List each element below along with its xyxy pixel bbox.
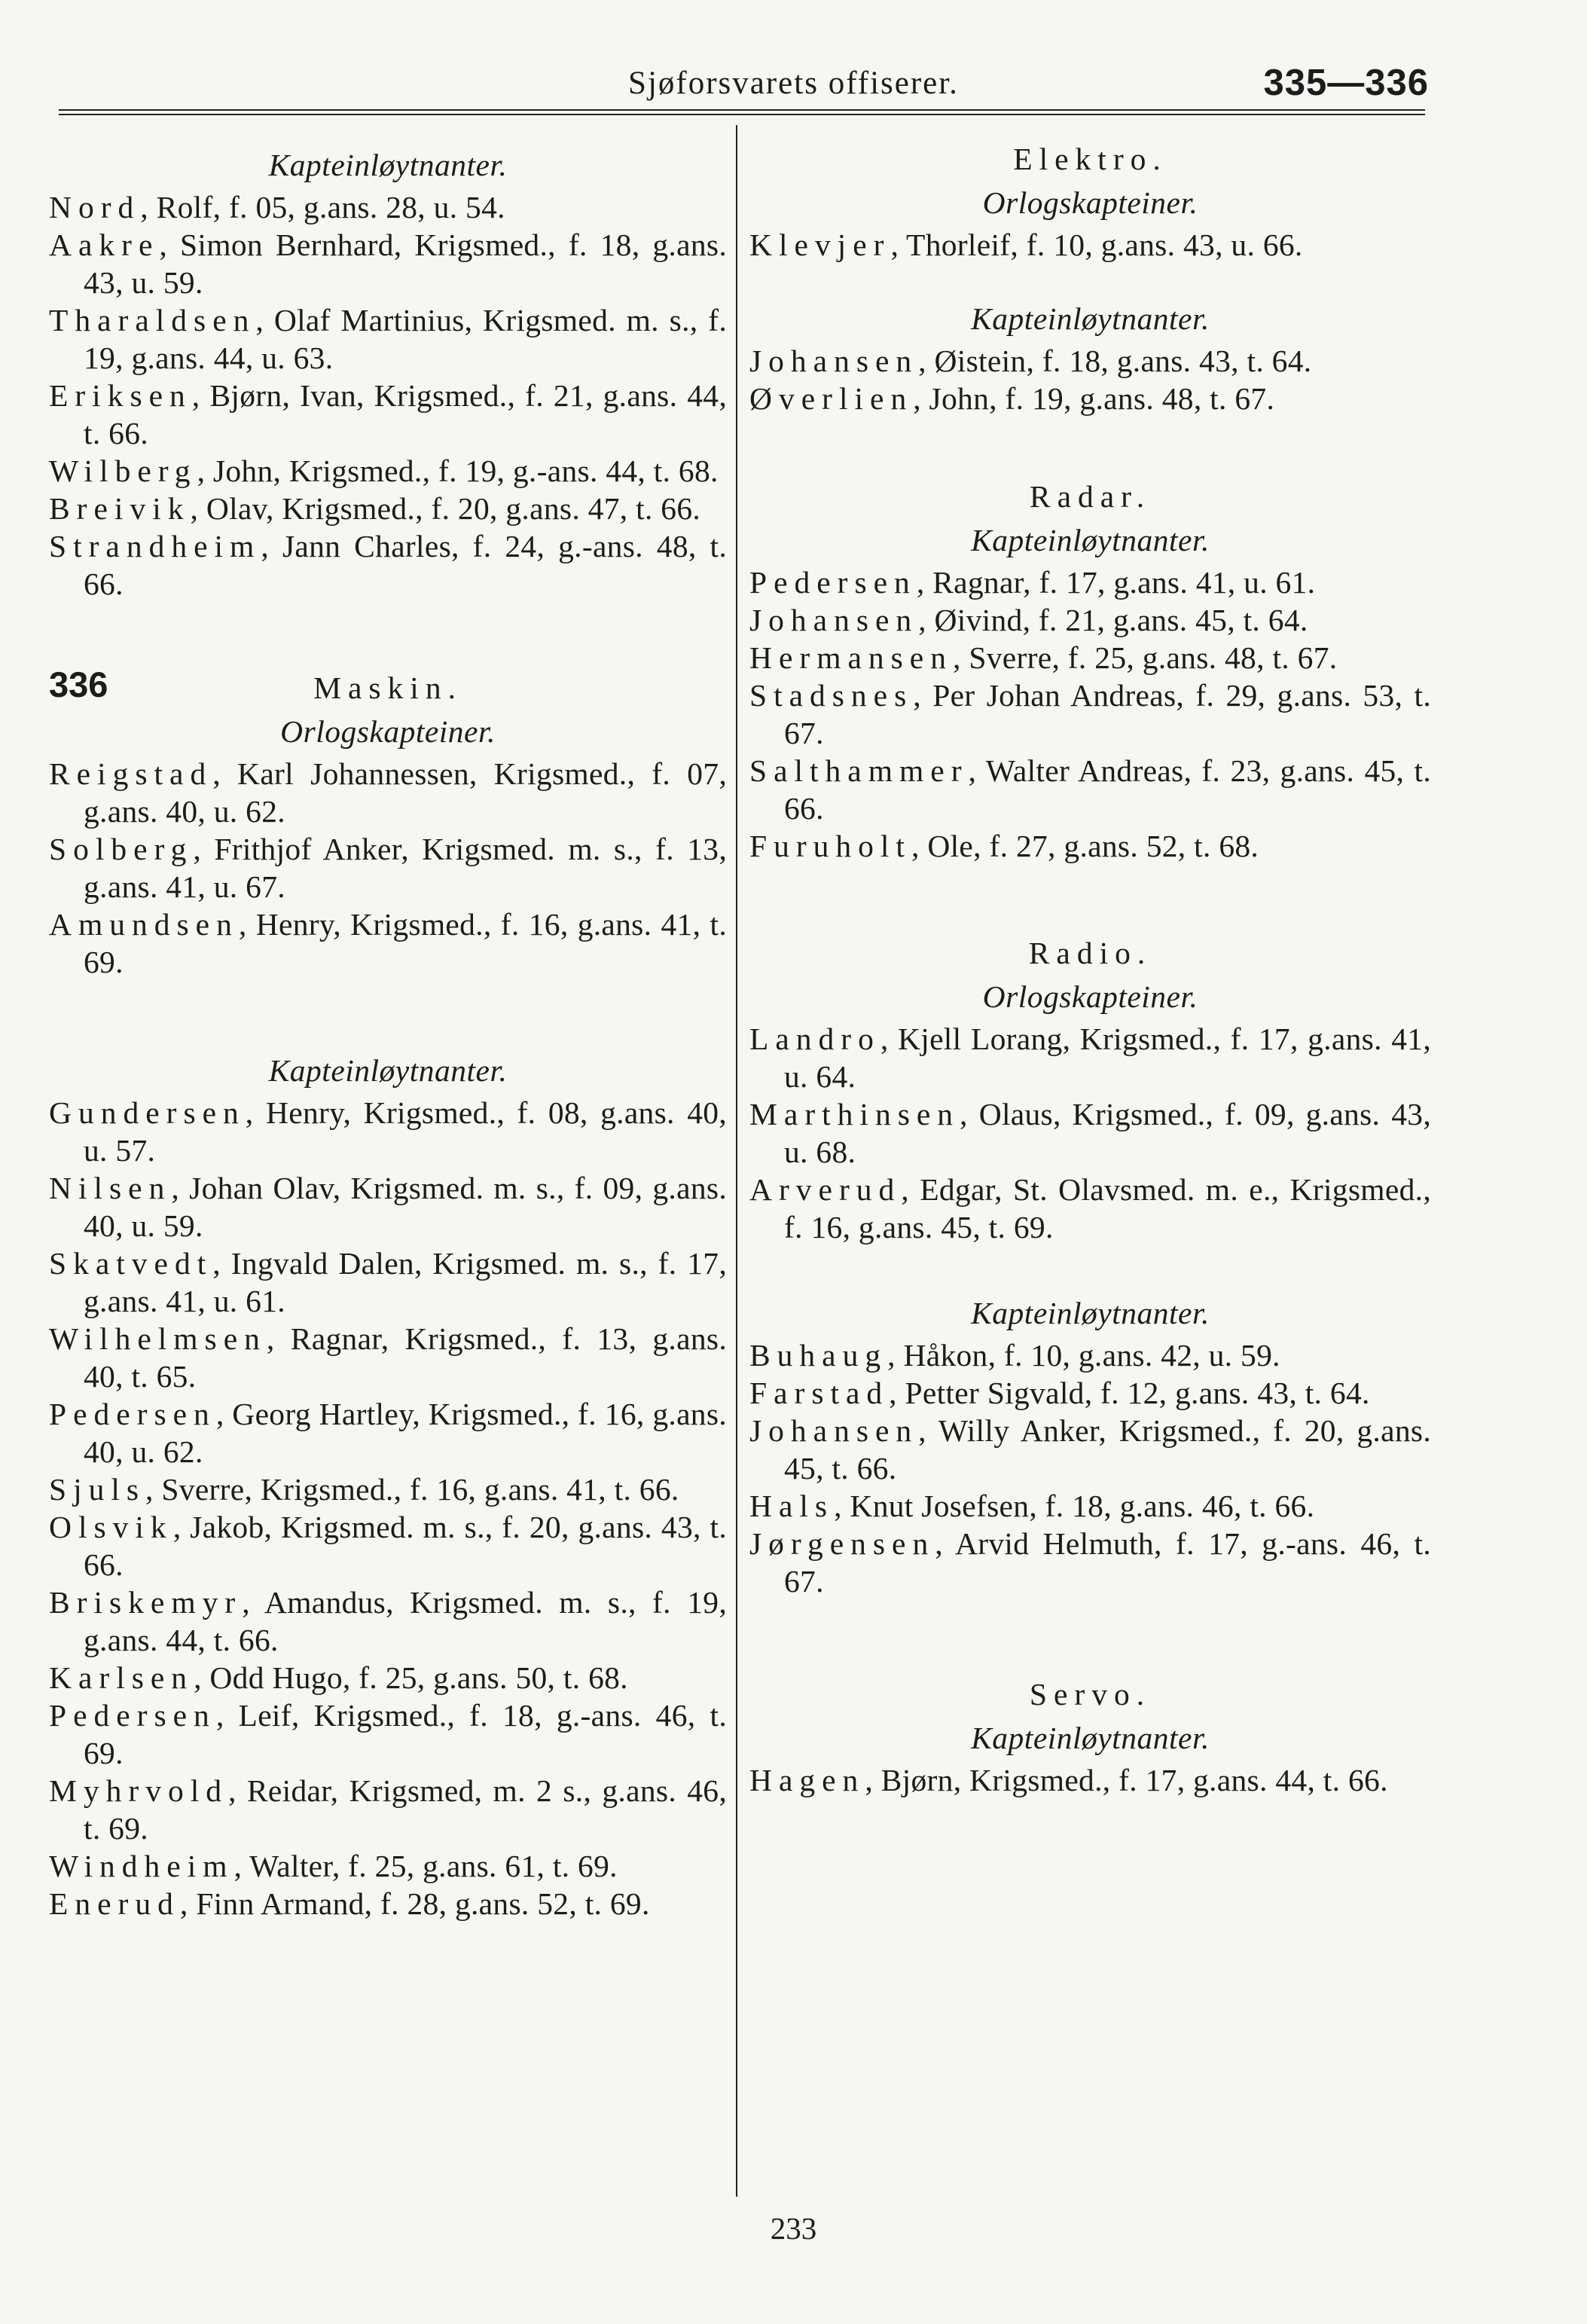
- officer-entry: [49, 490, 727, 527]
- subheading: Orlogskapteiner.: [982, 185, 1198, 220]
- officer-surname: Nord: [49, 190, 141, 224]
- officer-entry: [49, 301, 727, 377]
- officer-surname: Enerud: [49, 1886, 180, 1921]
- officer-surname: Øverlien: [749, 381, 914, 416]
- officer-entry: [49, 1885, 727, 1922]
- subheading: Kapteinløytnanter.: [971, 523, 1210, 557]
- officer-list: [749, 342, 1431, 417]
- officer-details: , Arvid Helmuth, f. 17, g.-ans. 46, t. 67.: [784, 1526, 1431, 1599]
- officer-surname: Tharaldsen: [49, 303, 256, 337]
- officer-details: , Kjell Lorang, Krigsmed., f. 17, g.ans. 41, u. 64.: [784, 1022, 1431, 1094]
- officer-entry: [749, 601, 1431, 639]
- officer-entry: [749, 563, 1431, 601]
- officer-details: , Frithjof Anker, Krigsmed. m. s., f. 13, g.ans. 41, u. 67.: [84, 832, 727, 904]
- officer-details: , Henry, Krigsmed., f. 16, g.ans. 41, t. 69.: [84, 907, 727, 979]
- officer-surname: Marthinsen: [749, 1097, 960, 1131]
- officer-details: , Henry, Krigsmed., f. 08, g.ans. 40, u. 57.: [84, 1095, 727, 1168]
- officer-entry: [49, 452, 727, 490]
- officer-list: [49, 188, 727, 603]
- officer-details: , Willy Anker, Krigsmed., f. 20, g.ans. 45, t. 66.: [784, 1413, 1431, 1486]
- officer-entry: [749, 380, 1431, 417]
- officer-surname: Olsvik: [49, 1510, 173, 1544]
- officer-surname: Johansen: [749, 344, 919, 378]
- officer-surname: Gundersen: [49, 1095, 246, 1130]
- subheading: Orlogskapteiner.: [280, 714, 496, 749]
- officer-details: , Ragnar, f. 17, g.ans. 41, u. 61.: [916, 565, 1316, 600]
- officer-details: , Knut Josefsen, f. 18, g.ans. 46, t. 66.: [834, 1489, 1315, 1523]
- officer-list: [749, 1020, 1431, 1246]
- officer-surname: Amundsen: [49, 907, 239, 942]
- officer-list: [749, 226, 1431, 264]
- section-title-elektro: Elektro.: [1013, 142, 1167, 176]
- officer-details: , Rolf, f. 05, g.ans. 28, u. 54.: [140, 190, 505, 224]
- running-head: Sjøforsvarets offiserer.: [628, 66, 959, 101]
- officer-details: , Øivind, f. 21, g.ans. 45, t. 64.: [918, 603, 1308, 637]
- officer-details: , John, f. 19, g.ans. 48, t. 67.: [913, 381, 1275, 416]
- officer-entry: [749, 639, 1431, 676]
- officer-entry: [49, 1244, 727, 1320]
- right-column: [749, 140, 1431, 1799]
- officer-entry: [49, 1094, 727, 1169]
- officer-details: , Johan Olav, Krigsmed. m. s., f. 09, g.ans. 40, u. 59.: [84, 1171, 727, 1243]
- section-title-radar: Radar.: [1029, 479, 1152, 514]
- officer-details: , Olaf Martinius, Krigsmed. m. s., f. 19, g.ans. 44, u. 63.: [84, 303, 727, 375]
- officer-surname: Hals: [749, 1489, 835, 1523]
- officer-details: , Walter, f. 25, g.ans. 61, t. 69.: [233, 1849, 618, 1883]
- officer-surname: Sjuls: [49, 1472, 146, 1507]
- officer-list: [749, 1761, 1431, 1799]
- officer-entry: [749, 676, 1431, 752]
- officer-entry: [49, 527, 727, 603]
- officer-surname: Nilsen: [49, 1171, 172, 1205]
- officer-details: , Ingvald Dalen, Krigsmed. m. s., f. 17, g.ans. 41, u. 61.: [84, 1246, 727, 1318]
- officer-details: , Karl Johannessen, Krigsmed., f. 07, g.ans. 40, u. 62.: [84, 756, 727, 829]
- page-number: 233: [770, 2211, 817, 2246]
- officer-entry: [49, 905, 727, 981]
- officer-details: , Sverre, Krigsmed., f. 16, g.ans. 41, t. 66.: [145, 1472, 679, 1507]
- officer-entry: [49, 1772, 727, 1847]
- officer-surname: Breivik: [49, 491, 191, 526]
- officer-entry: [49, 830, 727, 905]
- officer-surname: Windheim: [49, 1849, 234, 1883]
- officer-details: , Jann Charles, f. 24, g.-ans. 48, t. 66.: [84, 529, 727, 601]
- officer-entry: [49, 1508, 727, 1583]
- officer-surname: Salthammer: [749, 753, 969, 788]
- officer-entry: [49, 1847, 727, 1885]
- officer-details: , Ole, f. 27, g.ans. 52, t. 68.: [911, 829, 1259, 863]
- officer-surname: Hermansen: [749, 640, 953, 675]
- officer-details: , Øistein, f. 18, g.ans. 43, t. 64.: [918, 344, 1312, 378]
- officer-details: , Olaus, Krigsmed., f. 09, g.ans. 43, u. 68.: [784, 1097, 1431, 1169]
- officer-entry: [49, 226, 727, 301]
- officer-list: [749, 563, 1431, 865]
- section-title-servo: Servo.: [1029, 1677, 1152, 1712]
- officer-entry: [749, 1095, 1431, 1171]
- officer-details: , Georg Hartley, Krigsmed., f. 16, g.ans. 40, u. 62.: [84, 1397, 727, 1469]
- page-marker: 336: [49, 664, 108, 704]
- officer-entry: [49, 1320, 727, 1395]
- officer-details: , Thorleif, f. 10, g.ans. 43, u. 66.: [890, 228, 1303, 262]
- officer-entry: [749, 1761, 1431, 1799]
- officer-details: , Sverre, f. 25, g.ans. 48, t. 67.: [952, 640, 1338, 675]
- section-title-radio: Radio.: [1028, 936, 1152, 970]
- officer-details: , Odd Hugo, f. 25, g.ans. 50, t. 68.: [194, 1660, 628, 1695]
- officer-details: , Amandus, Krigsmed. m. s., f. 19, g.ans. 44, t. 66.: [84, 1585, 727, 1657]
- officer-surname: Aakre: [49, 228, 160, 262]
- officer-details: , Bjørn, Krigsmed., f. 17, g.ans. 44, t. 66.: [865, 1763, 1388, 1797]
- officer-surname: Furuholt: [749, 829, 911, 863]
- officer-entry: [749, 1171, 1431, 1246]
- officer-entry: [749, 1525, 1431, 1600]
- officer-surname: Johansen: [749, 1413, 919, 1448]
- officer-details: , Håkon, f. 10, g.ans. 42, u. 59.: [887, 1338, 1280, 1373]
- officer-list: [49, 1094, 727, 1922]
- officer-details: , Finn Armand, f. 28, g.ans. 52, t. 69.: [179, 1886, 650, 1921]
- officer-surname: Johansen: [749, 603, 919, 637]
- officer-surname: Briskemyr: [49, 1585, 243, 1620]
- officer-details: , Simon Bernhard, Krigsmed., f. 18, g.ans. 43, u. 59.: [84, 228, 727, 300]
- officer-surname: Myhrvold: [49, 1773, 228, 1808]
- officer-details: , Bjørn, Ivan, Krigsmed., f. 21, g.ans. 44, t. 66.: [84, 378, 727, 450]
- subheading: Orlogskapteiner.: [982, 979, 1198, 1014]
- officer-surname: Karlsen: [49, 1660, 194, 1695]
- officer-entry: [749, 342, 1431, 380]
- officer-details: , Walter Andreas, f. 23, g.ans. 45, t. 66.: [784, 753, 1431, 826]
- officer-surname: Wilhelmsen: [49, 1321, 267, 1356]
- officer-details: , Leif, Krigsmed., f. 18, g.-ans. 46, t. 69.: [84, 1698, 727, 1770]
- officer-surname: Pedersen: [49, 1397, 216, 1431]
- left-column: [49, 140, 727, 1922]
- officer-surname: Jørgensen: [749, 1526, 935, 1561]
- officer-list: [749, 1336, 1431, 1600]
- officer-surname: Arverud: [749, 1172, 902, 1207]
- subheading: Kapteinløytnanter.: [268, 1053, 508, 1088]
- officer-entry: [749, 1374, 1431, 1412]
- officer-entry: [749, 226, 1431, 264]
- officer-list: [49, 755, 727, 981]
- officer-entry: [49, 1696, 727, 1772]
- officer-entry: [49, 1583, 727, 1659]
- officer-surname: Klevjer: [749, 228, 891, 262]
- officer-details: , John, Krigsmed., f. 19, g.-ans. 44, t. 68.: [197, 454, 719, 488]
- column-divider: [736, 125, 737, 2197]
- officer-surname: Farstad: [749, 1376, 890, 1410]
- officer-surname: Pedersen: [49, 1698, 216, 1733]
- subheading: Kapteinløytnanter.: [268, 148, 508, 182]
- page-range: 335—336: [1263, 63, 1429, 103]
- officer-entry: [49, 1659, 727, 1696]
- officer-entry: [749, 827, 1431, 865]
- subheading: Kapteinløytnanter.: [971, 1721, 1210, 1755]
- officer-surname: Wilberg: [49, 454, 197, 488]
- officer-surname: Hagen: [749, 1763, 865, 1797]
- officer-entry: [749, 1487, 1431, 1525]
- officer-surname: Stadsnes: [749, 678, 914, 713]
- header-rule-top: [59, 109, 1425, 111]
- officer-surname: Landro: [749, 1022, 880, 1056]
- officer-entry: [749, 1336, 1431, 1374]
- officer-entry: [749, 752, 1431, 827]
- officer-surname: Skatvedt: [49, 1246, 213, 1281]
- officer-details: , Reidar, Krigsmed, m. 2 s., g.ans. 46, t. 69.: [84, 1773, 727, 1846]
- officer-surname: Strandheim: [49, 529, 261, 563]
- subheading: Kapteinløytnanter.: [971, 1296, 1210, 1330]
- officer-details: , Jakob, Krigsmed. m. s., f. 20, g.ans. 43, t. 66.: [84, 1510, 727, 1582]
- officer-details: , Ragnar, Krigsmed., f. 13, g.ans. 40, t. 65.: [84, 1321, 727, 1394]
- officer-entry: [49, 188, 727, 226]
- officer-surname: Eriksen: [49, 378, 192, 413]
- officer-entry: [749, 1020, 1431, 1095]
- officer-surname: Pedersen: [749, 565, 917, 600]
- subheading: Kapteinløytnanter.: [971, 301, 1210, 336]
- officer-entry: [49, 1470, 727, 1508]
- officer-details: , Olav, Krigsmed., f. 20, g.ans. 47, t. 66.: [190, 491, 701, 526]
- officer-details: , Edgar, St. Olavsmed. m. e., Krigsmed., f. 16, g.ans. 45, t. 69.: [784, 1172, 1431, 1244]
- officer-surname: Solberg: [49, 832, 194, 866]
- officer-entry: [49, 1395, 727, 1470]
- officer-entry: [49, 377, 727, 452]
- section-title-text: Maskin.: [313, 670, 462, 705]
- section-title-maskin: [49, 664, 727, 707]
- header-rule-bottom: [59, 114, 1425, 115]
- officer-details: , Per Johan Andreas, f. 29, g.ans. 53, t. 67.: [784, 678, 1431, 750]
- officer-entry: [49, 1169, 727, 1244]
- officer-surname: Buhaug: [749, 1338, 888, 1373]
- officer-details: , Petter Sigvald, f. 12, g.ans. 43, t. 64.: [889, 1376, 1370, 1410]
- officer-surname: Reigstad: [49, 756, 213, 791]
- officer-entry: [749, 1412, 1431, 1487]
- officer-entry: [49, 755, 727, 830]
